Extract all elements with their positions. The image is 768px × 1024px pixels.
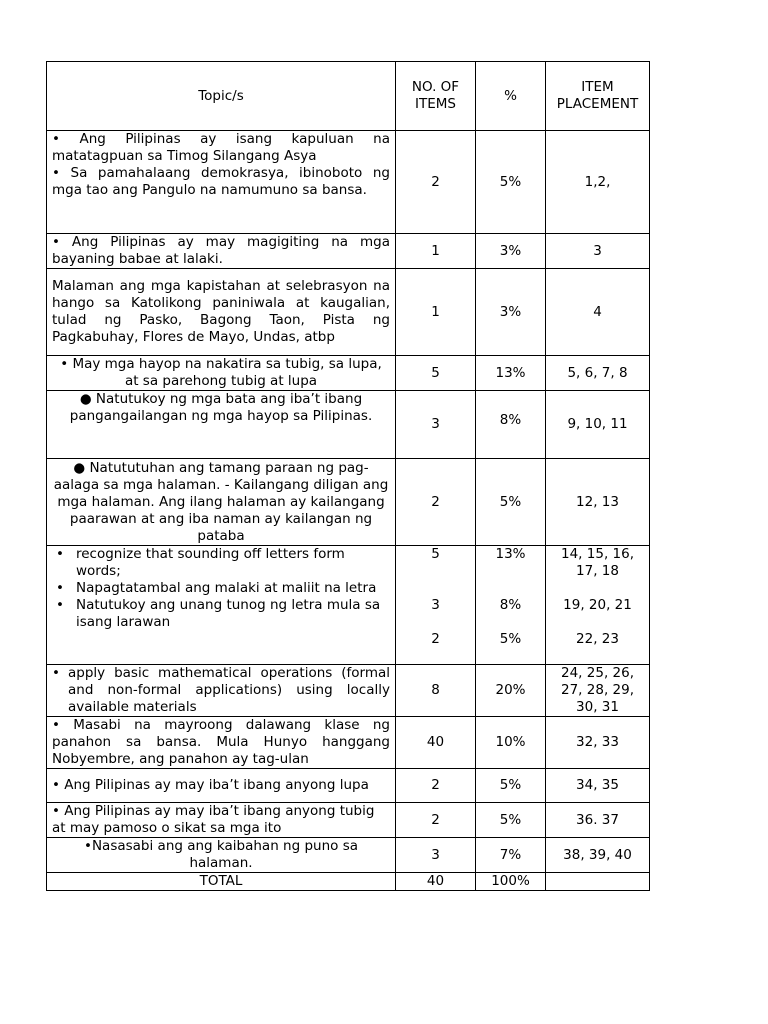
table-row xyxy=(47,803,650,838)
table-row xyxy=(47,131,650,234)
topic-cell: •Nasasabi ang ang kaibahan ng puno sa halaman. xyxy=(47,838,396,873)
percent-cell: 7% xyxy=(476,838,546,873)
percent-cell: 20% xyxy=(476,665,546,717)
placement-cell: 1,2, xyxy=(546,131,650,234)
percent-value: 13% xyxy=(495,546,526,562)
total-items: 40 xyxy=(396,873,476,891)
header-topic: Topic/s xyxy=(47,62,396,131)
placement-value: 22, 23 xyxy=(576,631,619,647)
topic-cell: • Masabi na mayroong dalawang klase ng panahon sa bansa. Mula Hunyo hanggang Nobyembre, ang panahon ay tag-ulan xyxy=(47,717,396,769)
topic-cell: Malaman ang mga kapistahan at selebrasyon na hango sa Katolikong paniniwala at kaugalian, tulad ng Pasko, Bagong Taon, Pista ng Pagkabuhay, Flores de Mayo, Undas, atbp xyxy=(47,269,396,356)
topic-cell xyxy=(47,546,396,665)
percent-cell: 13% xyxy=(476,356,546,391)
items-cell: 40 xyxy=(396,717,476,769)
header-percent: % xyxy=(476,62,546,131)
table-row xyxy=(47,459,650,546)
topic-line: • Ang Pilipinas ay isang kapuluan na matatagpuan sa Timog Silangang Asya xyxy=(52,131,390,164)
total-placement xyxy=(546,873,650,891)
items-cell: 5 xyxy=(396,356,476,391)
list-item: • Napagtatambal ang malaki at maliit na letra xyxy=(52,580,390,597)
total-row xyxy=(47,873,650,891)
items-value: 2 xyxy=(431,631,440,647)
items-cell: 2 xyxy=(396,131,476,234)
table-row xyxy=(47,665,650,717)
items-cell: 2 xyxy=(396,769,476,803)
topic-cell: • Ang Pilipinas ay may iba’t ibang anyong lupa xyxy=(47,769,396,803)
placement-cell: 24, 25, 26, 27, 28, 29, 30, 31 xyxy=(546,665,650,717)
total-label: TOTAL xyxy=(47,873,396,891)
topic-cell: • May mga hayop na nakatira sa tubig, sa lupa, at sa parehong tubig at lupa xyxy=(47,356,396,391)
placement-cell xyxy=(546,546,650,665)
header-items: NO. OF ITEMS xyxy=(396,62,476,131)
table-of-specifications xyxy=(46,61,650,891)
placement-cell: 38, 39, 40 xyxy=(546,838,650,873)
topic-line: • Sa pamahalaang demokrasya, ibinoboto ng mga tao ang Pangulo na namumuno sa bansa. xyxy=(52,165,390,198)
placement-cell: 9, 10, 11 xyxy=(546,391,650,459)
percent-cell: 10% xyxy=(476,717,546,769)
percent-cell: 5% xyxy=(476,803,546,838)
items-cell: 2 xyxy=(396,459,476,546)
placement-cell: 12, 13 xyxy=(546,459,650,546)
topic-cell xyxy=(47,665,396,717)
list-item: • apply basic mathematical operations (formal and non-formal applications) using locally available materials xyxy=(52,665,390,715)
placement-cell: 34, 35 xyxy=(546,769,650,803)
percent-cell: 5% xyxy=(476,459,546,546)
placement-value: 14, 15, 16, 17, 18 xyxy=(561,546,634,579)
items-cell: 1 xyxy=(396,234,476,269)
items-cell: 8 xyxy=(396,665,476,717)
items-cell: 3 xyxy=(396,391,476,459)
table-row xyxy=(47,769,650,803)
percent-cell: 5% xyxy=(476,769,546,803)
items-cell: 2 xyxy=(396,803,476,838)
items-cell xyxy=(396,546,476,665)
percent-cell: 8% xyxy=(476,391,546,459)
items-cell: 1 xyxy=(396,269,476,356)
list-item: • recognize that sounding off letters form words; xyxy=(52,546,390,580)
percent-value: 5% xyxy=(499,631,522,647)
topic-cell: • Ang Pilipinas ay may magigiting na mga bayaning babae at lalaki. xyxy=(47,234,396,269)
table-row xyxy=(47,356,650,391)
topic-cell: ● Natututuhan ang tamang paraan ng pag-aalaga sa mga halaman. - Kailangang diligan ang mga halaman. Ang ilang halaman ay kailangang paarawan at ang iba naman ay kailangan ng pataba xyxy=(47,459,396,546)
items-value: 5 xyxy=(431,546,440,562)
total-percent: 100% xyxy=(476,873,546,891)
placement-cell: 36. 37 xyxy=(546,803,650,838)
table-row xyxy=(47,234,650,269)
list-item: • Natutukoy ang unang tunog ng letra mula sa isang larawan xyxy=(52,597,390,631)
table-row xyxy=(47,546,650,665)
percent-cell: 5% xyxy=(476,131,546,234)
placement-cell: 32, 33 xyxy=(546,717,650,769)
items-cell: 3 xyxy=(396,838,476,873)
header-placement: ITEM PLACEMENT xyxy=(546,62,650,131)
topic-cell xyxy=(47,131,396,234)
table-row xyxy=(47,391,650,459)
table-row xyxy=(47,717,650,769)
placement-cell: 5, 6, 7, 8 xyxy=(546,356,650,391)
placement-value: 19, 20, 21 xyxy=(563,597,632,613)
topic-cell: • Ang Pilipinas ay may iba’t ibang anyong tubig at may pamoso o sikat sa mga ito xyxy=(47,803,396,838)
placement-cell: 3 xyxy=(546,234,650,269)
percent-cell: 3% xyxy=(476,234,546,269)
placement-cell: 4 xyxy=(546,269,650,356)
topic-cell: ● Natutukoy ng mga bata ang iba’t ibang pangangailangan ng mga hayop sa Pilipinas. xyxy=(47,391,396,459)
percent-cell xyxy=(476,546,546,665)
items-value: 3 xyxy=(431,597,440,613)
percent-cell: 3% xyxy=(476,269,546,356)
percent-value: 8% xyxy=(499,597,522,613)
table-header-row xyxy=(47,62,650,131)
table-row xyxy=(47,269,650,356)
table-row xyxy=(47,838,650,873)
